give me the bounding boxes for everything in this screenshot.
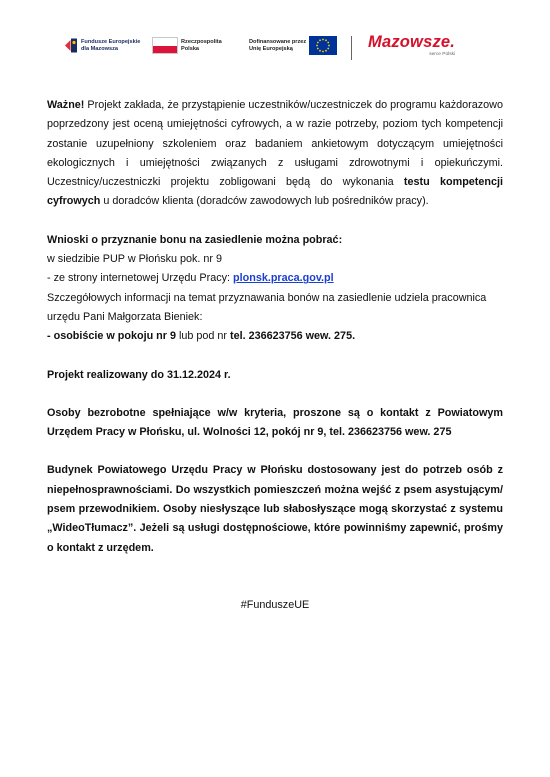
accessibility-paragraph: Budynek Powiatowego Urzędu Pracy w Płońsku dostosowany jest do potrzeb osób z niepełnosprawnościami. Do wszystkich pomieszczeń można wejść z psem asystującym/ psem przewodnikiem. Osoby niesłyszące lub słabosłyszące mogą skorzystać z systemu „WideoTłumacz”. Jeżeli są usługi dostępnościowe, które powinniśmy zapewnić, prośmy o kontakt z urzędem. [47, 464, 503, 554]
unemployed-contact-paragraph: Osoby bezrobotne spełniające w/w kryteria, proszone są o kontakt z Powiatowym Urzędem Pracy w Płońsku, ul. Wolności 12, pokój nr 9, tel. 236623756 wew. 275 [47, 406, 503, 439]
hashtag: #FunduszeUE [240, 598, 310, 611]
mazowsze-logo [368, 34, 455, 58]
bonus-application-heading: Wnioski o przyznanie bonu na zasiedlenie można pobrać: [47, 233, 343, 246]
contact-info: Szczegółowych informacji na temat przyznawania bonów na zasiedlenie udziela pracownica urzędu Pani Małgorzata Bieniek: [47, 291, 487, 323]
eu-flag-icon [309, 36, 337, 55]
important-paragraph: Ważne! Projekt zakłada, że przystąpienie uczestników/uczestniczek do programu każdorazowo poprzedzony jest oceną umiejętności cyfrowych, a w razie potrzeby, poziom tych kompetencji zostanie uzupełniony szkoleniem oraz badaniem ankietowym dotyczącym umiejętności ekologicznych i umiejętności związanych z usługami zdrowotnymi i opiekuńczymi. Uczestnicy/uczestniczki projektu zobligowani będą do wykonania testu kompetencji cyfrowych u doradców klienta (doradców zawodowych lub pośredników pracy). [47, 99, 503, 208]
plonsk-website-link[interactable]: plonsk.praca.gov.pl [233, 272, 334, 285]
fe-emblem-icon [64, 37, 78, 54]
logo-separator [351, 36, 352, 60]
fe-logo-text: Fundusze Europejskie dla Mazowsza [81, 38, 141, 52]
website-line: - ze strony internetowej Urzędu Pracy: plonsk.praca.gov.pl [47, 272, 334, 285]
fundusze-europejskie-logo [64, 37, 140, 54]
ue-funding-logo [249, 36, 337, 55]
document-body [47, 96, 503, 615]
important-lead: Ważne! [47, 99, 85, 111]
mazowsze-tagline: serce Polski [429, 52, 456, 57]
rp-logo-text: Rzeczpospolita Polska [181, 38, 222, 52]
ue-logo-text: Dofinansowane przez Unię Europejską [249, 38, 307, 52]
polish-flag-icon [152, 37, 178, 54]
rzeczpospolita-logo [152, 37, 222, 54]
contact-details: - osobiście w pokoju nr 9 lub pod nr tel. 236623756 wew. 275. [47, 330, 356, 343]
office-location: w siedzibie PUP w Płońsku pok. nr 9 [47, 253, 223, 266]
mazowsze-wordmark: Mazowsze. [368, 33, 456, 51]
project-end-date: Projekt realizowany do 31.12.2024 r. [47, 368, 231, 381]
logo-bar [0, 30, 550, 70]
